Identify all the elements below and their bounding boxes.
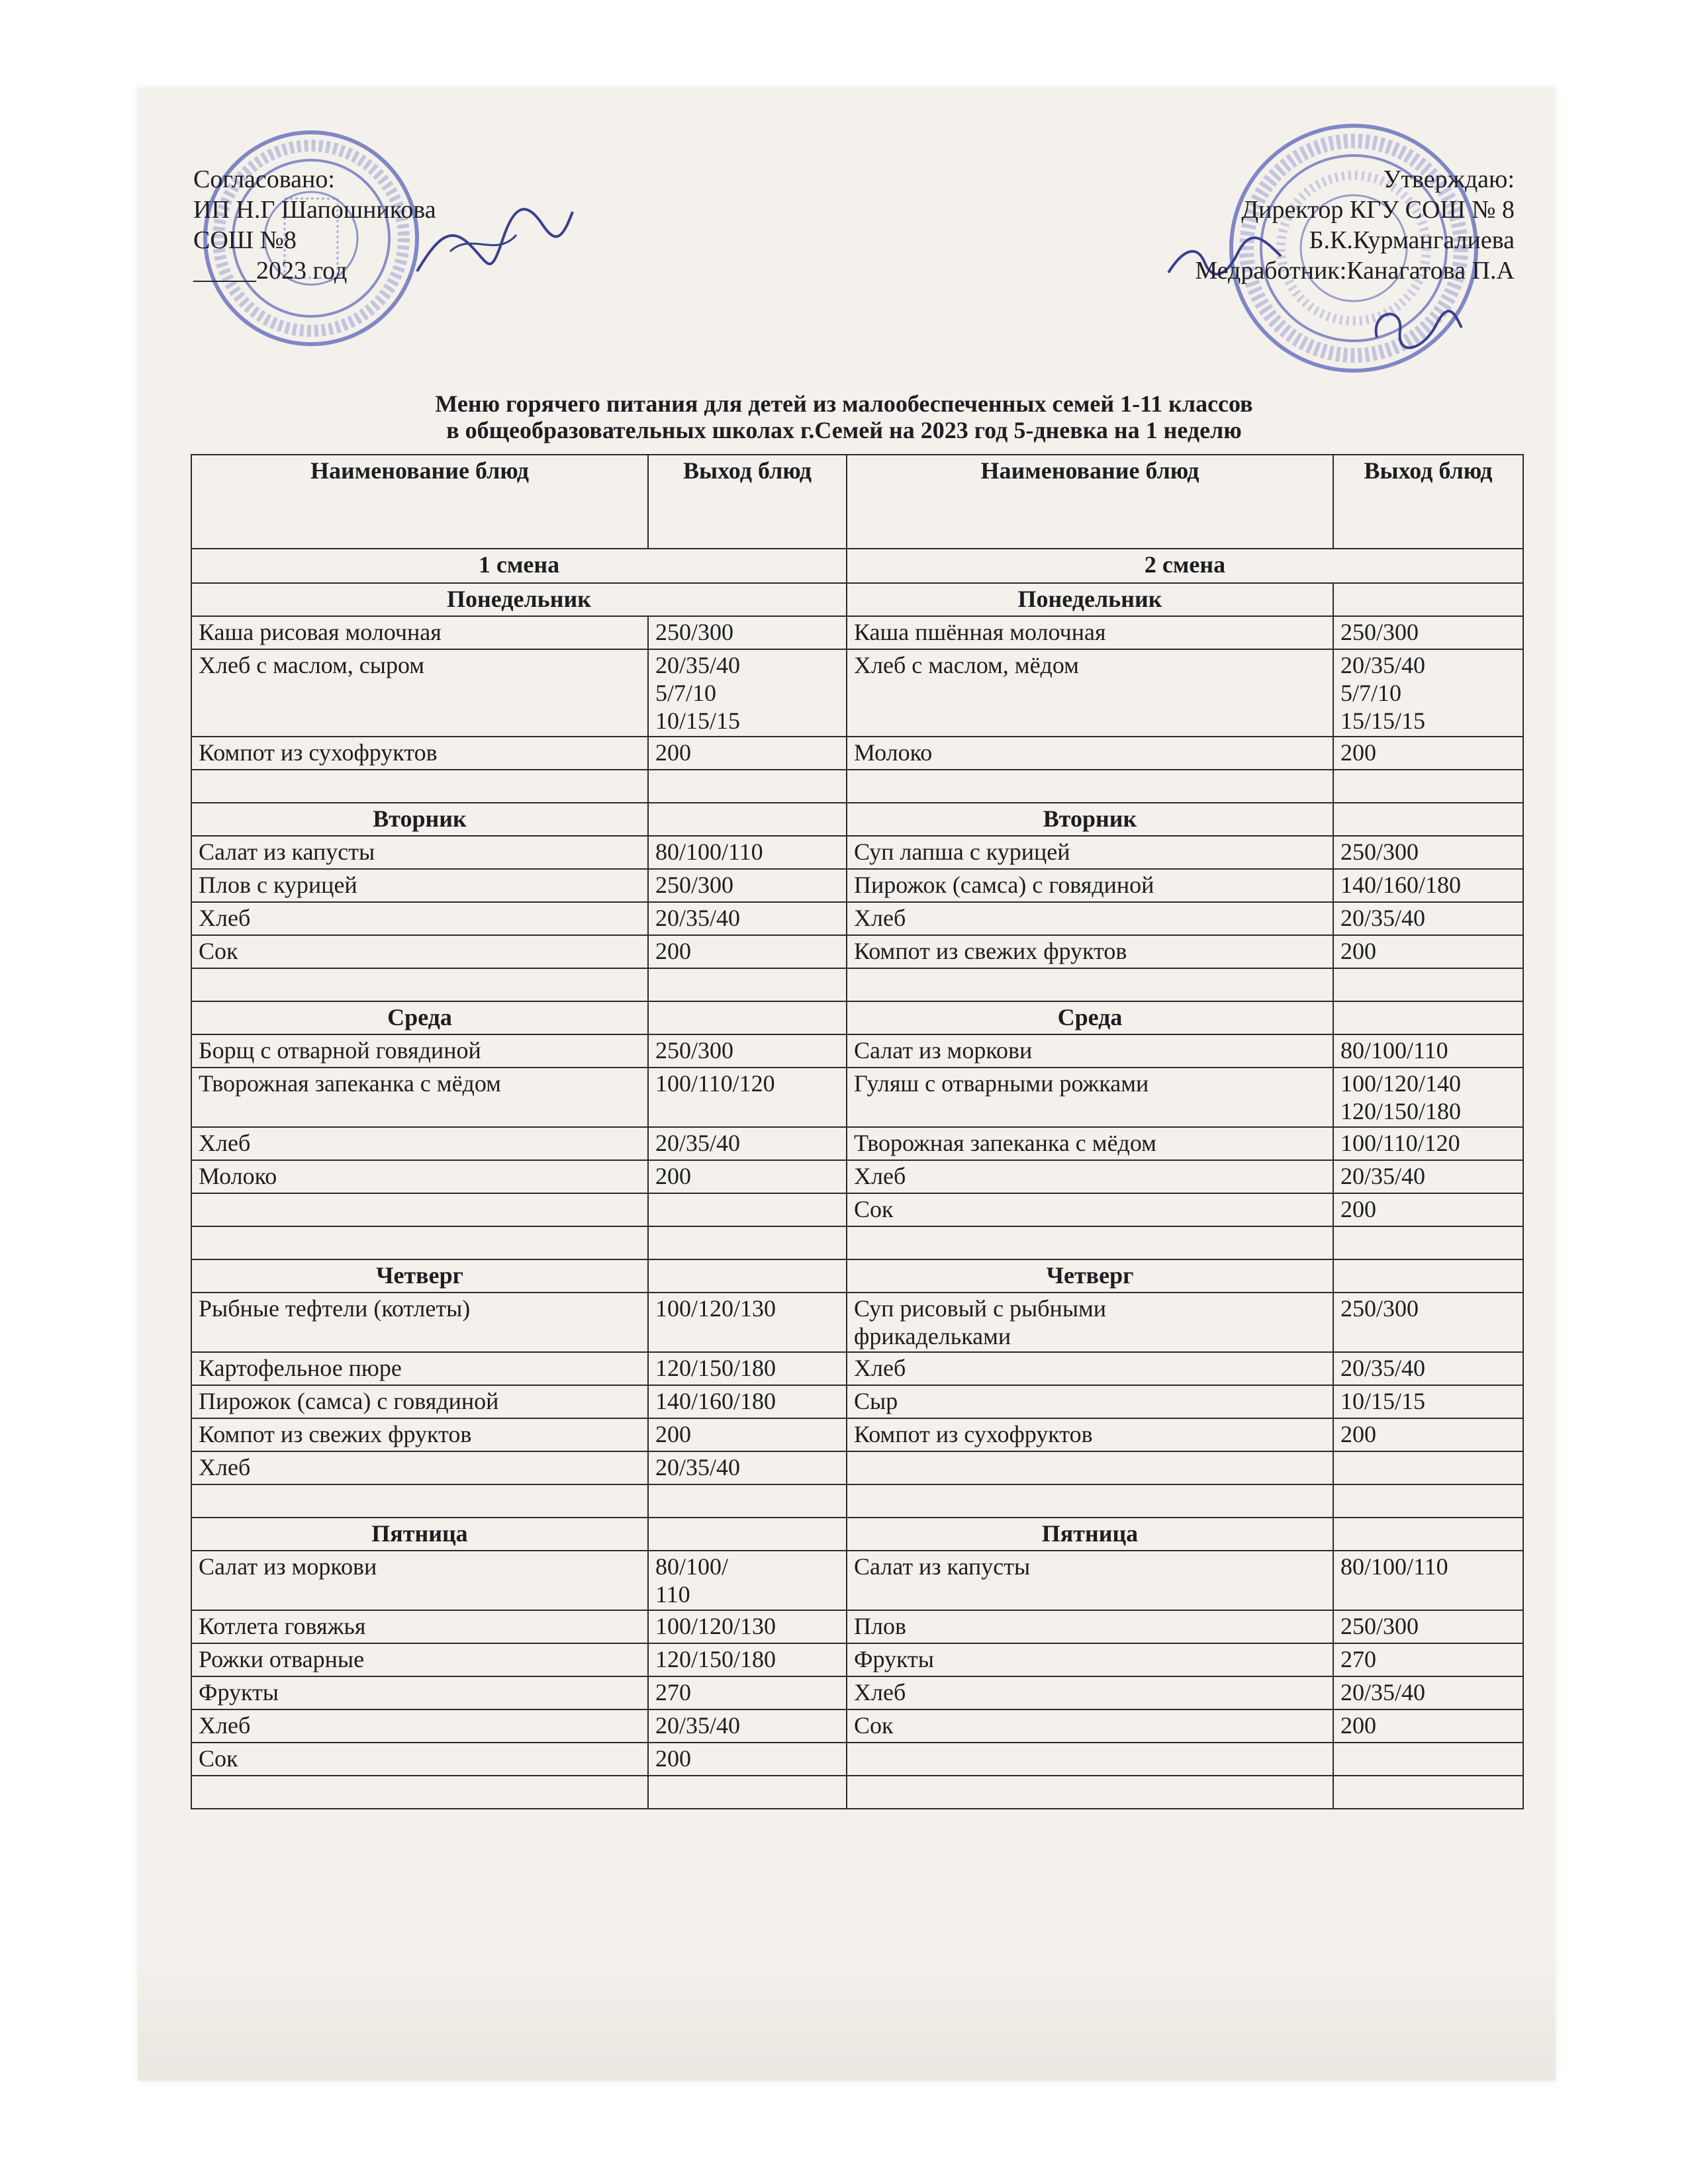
dish-name-shift-1: Борщ с отварной говядиной bbox=[191, 1034, 648, 1068]
dish-row bbox=[191, 1385, 1523, 1418]
day-row bbox=[191, 1001, 1523, 1034]
day-name-shift-1: Вторник bbox=[191, 803, 648, 836]
dish-name-shift-2: Салат из капусты bbox=[847, 1551, 1333, 1610]
approval-left-line4: _____2023 год bbox=[193, 257, 348, 285]
day-name-shift-1: Среда bbox=[191, 1001, 648, 1034]
approval-right-line1: Утверждаю: bbox=[1383, 165, 1515, 193]
dish-row bbox=[191, 1034, 1523, 1068]
dish-row bbox=[191, 902, 1523, 935]
portion-shift-1: 250/300 bbox=[648, 1034, 847, 1068]
empty-cell bbox=[191, 770, 648, 803]
empty-cell bbox=[847, 1226, 1333, 1259]
portion-shift-2: 250/300 bbox=[1333, 1610, 1523, 1643]
portion-shift-2: 250/300 bbox=[1333, 616, 1523, 649]
empty-cell bbox=[191, 1484, 648, 1518]
dish-row bbox=[191, 1551, 1523, 1610]
day-row bbox=[191, 1259, 1523, 1293]
approval-left-line2: ИП Н.Г Шапошникова bbox=[193, 196, 436, 224]
dish-name-shift-1: Котлета говяжья bbox=[191, 1610, 648, 1643]
portion-shift-1: 100/110/120 bbox=[648, 1068, 847, 1127]
dish-name-shift-1: Картофельное пюре bbox=[191, 1352, 648, 1385]
portion-shift-2: 200 bbox=[1333, 737, 1523, 770]
day-name-shift-1: Понедельник bbox=[191, 583, 847, 616]
dish-name-shift-1: Хлеб bbox=[191, 1451, 648, 1484]
shift-2-label: 2 смена bbox=[847, 549, 1523, 583]
portion-shift-2: 100/120/140 120/150/180 bbox=[1333, 1068, 1523, 1127]
dish-name-shift-1: Каша рисовая молочная bbox=[191, 616, 648, 649]
dish-name-shift-2: Пирожок (самса) с говядиной bbox=[847, 869, 1333, 902]
dish-name-shift-2: Каша пшённая молочная bbox=[847, 616, 1333, 649]
empty-cell bbox=[847, 968, 1333, 1001]
portion-shift-2: 20/35/40 bbox=[1333, 1160, 1523, 1193]
portion-shift-2: 20/35/40 bbox=[1333, 1352, 1523, 1385]
dish-name-shift-2: Молоко bbox=[847, 737, 1333, 770]
dish-name-shift-2: Хлеб bbox=[847, 1352, 1333, 1385]
dish-name-shift-2: Суп рисовый с рыбными фрикадельками bbox=[847, 1293, 1333, 1352]
portion-shift-2 bbox=[1333, 1743, 1523, 1776]
dish-name-shift-2: Сок bbox=[847, 1193, 1333, 1226]
dish-name-shift-2: Сок bbox=[847, 1709, 1333, 1743]
header-dish-name-2: Наименование блюд bbox=[847, 455, 1333, 549]
dish-row bbox=[191, 649, 1523, 737]
signature-medworker bbox=[1364, 298, 1463, 357]
empty-cell bbox=[1333, 770, 1523, 803]
day-name-shift-2: Среда bbox=[847, 1001, 1333, 1034]
shift-row bbox=[191, 549, 1523, 583]
dish-name-shift-1: Сок bbox=[191, 1743, 648, 1776]
dish-name-shift-1: Рыбные тефтели (котлеты) bbox=[191, 1293, 648, 1352]
portion-shift-2: 100/110/120 bbox=[1333, 1127, 1523, 1160]
dish-row bbox=[191, 1451, 1523, 1484]
dish-name-shift-1: Творожная запеканка с мёдом bbox=[191, 1068, 648, 1127]
dish-name-shift-2: Хлеб bbox=[847, 1160, 1333, 1193]
dish-name-shift-2: Гуляш с отварными рожками bbox=[847, 1068, 1333, 1127]
dish-name-shift-2 bbox=[847, 1451, 1333, 1484]
portion-shift-2: 140/160/180 bbox=[1333, 869, 1523, 902]
day-name-shift-2: Вторник bbox=[847, 803, 1333, 836]
dish-name-shift-1: Хлеб с маслом, сыром bbox=[191, 649, 648, 737]
dish-name-shift-1: Фрукты bbox=[191, 1676, 648, 1709]
blank-row bbox=[191, 968, 1523, 1001]
dish-name-shift-1 bbox=[191, 1193, 648, 1226]
day-name-shift-2: Четверг bbox=[847, 1259, 1333, 1293]
dish-name-shift-2: Компот из свежих фруктов bbox=[847, 935, 1333, 968]
dish-row bbox=[191, 1610, 1523, 1643]
menu-table bbox=[191, 454, 1524, 1809]
blank-row bbox=[191, 1776, 1523, 1809]
empty-cell bbox=[1333, 1776, 1523, 1809]
portion-shift-1: 200 bbox=[648, 935, 847, 968]
blank-row bbox=[191, 1226, 1523, 1259]
menu-title bbox=[0, 390, 1688, 443]
dish-row bbox=[191, 836, 1523, 869]
portion-shift-2 bbox=[1333, 1451, 1523, 1484]
dish-name-shift-2: Плов bbox=[847, 1610, 1333, 1643]
portion-shift-1: 250/300 bbox=[648, 869, 847, 902]
day-row bbox=[191, 583, 1523, 616]
dish-name-shift-1: Пирожок (самса) с говядиной bbox=[191, 1385, 648, 1418]
portion-shift-2: 200 bbox=[1333, 1709, 1523, 1743]
approval-left-line1: Согласовано: bbox=[193, 165, 335, 193]
dish-row bbox=[191, 1709, 1523, 1743]
shift-1-label: 1 смена bbox=[191, 549, 847, 583]
portion-shift-2: 270 bbox=[1333, 1643, 1523, 1676]
dish-name-shift-2: Фрукты bbox=[847, 1643, 1333, 1676]
dish-row bbox=[191, 1418, 1523, 1451]
header-dish-name-1: Наименование блюд bbox=[191, 455, 648, 549]
empty-cell bbox=[191, 968, 648, 1001]
dish-row bbox=[191, 737, 1523, 770]
dish-name-shift-1: Молоко bbox=[191, 1160, 648, 1193]
empty-cell bbox=[847, 1484, 1333, 1518]
dish-name-shift-2: Салат из моркови bbox=[847, 1034, 1333, 1068]
blank-row bbox=[191, 1484, 1523, 1518]
empty-cell bbox=[1333, 1518, 1523, 1551]
dish-name-shift-2 bbox=[847, 1743, 1333, 1776]
day-row bbox=[191, 1518, 1523, 1551]
portion-shift-1 bbox=[648, 1193, 847, 1226]
portion-shift-1: 20/35/40 bbox=[648, 1709, 847, 1743]
dish-name-shift-2: Суп лапша с курицей bbox=[847, 836, 1333, 869]
dish-name-shift-2: Сыр bbox=[847, 1385, 1333, 1418]
dish-name-shift-1: Хлеб bbox=[191, 902, 648, 935]
empty-cell bbox=[648, 1484, 847, 1518]
dish-row bbox=[191, 1293, 1523, 1352]
empty-cell bbox=[191, 1776, 648, 1809]
paper-bottom-shade bbox=[138, 1952, 1556, 2081]
portion-shift-2: 20/35/40 bbox=[1333, 1676, 1523, 1709]
portion-shift-2: 10/15/15 bbox=[1333, 1385, 1523, 1418]
empty-cell bbox=[1333, 1259, 1523, 1293]
dish-row bbox=[191, 935, 1523, 968]
empty-cell bbox=[1333, 1001, 1523, 1034]
dish-name-shift-1: Сок bbox=[191, 935, 648, 968]
empty-cell bbox=[648, 1776, 847, 1809]
portion-shift-2: 20/35/40 bbox=[1333, 902, 1523, 935]
dish-row bbox=[191, 869, 1523, 902]
portion-shift-1: 100/120/130 bbox=[648, 1293, 847, 1352]
day-name-shift-2: Пятница bbox=[847, 1518, 1333, 1551]
dish-name-shift-1: Компот из свежих фруктов bbox=[191, 1418, 648, 1451]
header-portion-1: Выход блюд bbox=[648, 455, 847, 549]
portion-shift-1: 270 bbox=[648, 1676, 847, 1709]
empty-cell bbox=[648, 770, 847, 803]
table-header-row bbox=[191, 455, 1523, 549]
dish-row bbox=[191, 1193, 1523, 1226]
portion-shift-1: 200 bbox=[648, 1418, 847, 1451]
empty-cell bbox=[648, 1518, 847, 1551]
dish-name-shift-1: Плов с курицей bbox=[191, 869, 648, 902]
dish-row bbox=[191, 1643, 1523, 1676]
portion-shift-1: 200 bbox=[648, 737, 847, 770]
dish-name-shift-2: Хлеб bbox=[847, 1676, 1333, 1709]
dish-row bbox=[191, 1068, 1523, 1127]
empty-cell bbox=[1333, 803, 1523, 836]
empty-cell bbox=[648, 1226, 847, 1259]
empty-cell bbox=[648, 1259, 847, 1293]
portion-shift-1: 140/160/180 bbox=[648, 1385, 847, 1418]
empty-cell bbox=[648, 1001, 847, 1034]
dish-row bbox=[191, 1743, 1523, 1776]
empty-cell bbox=[1333, 1484, 1523, 1518]
dish-name-shift-1: Хлеб bbox=[191, 1709, 648, 1743]
dish-row bbox=[191, 1352, 1523, 1385]
day-row bbox=[191, 803, 1523, 836]
day-name-shift-1: Четверг bbox=[191, 1259, 648, 1293]
empty-cell bbox=[648, 803, 847, 836]
portion-shift-1: 20/35/40 bbox=[648, 1127, 847, 1160]
dish-name-shift-2: Компот из сухофруктов bbox=[847, 1418, 1333, 1451]
portion-shift-1: 200 bbox=[648, 1743, 847, 1776]
portion-shift-2: 200 bbox=[1333, 1193, 1523, 1226]
dish-name-shift-2: Хлеб bbox=[847, 902, 1333, 935]
portion-shift-1: 120/150/180 bbox=[648, 1643, 847, 1676]
menu-title-line1: Меню горячего питания для детей из малообеспеченных семей 1-11 классов bbox=[435, 390, 1253, 417]
portion-shift-2: 80/100/110 bbox=[1333, 1551, 1523, 1610]
portion-shift-1: 200 bbox=[648, 1160, 847, 1193]
portion-shift-2: 200 bbox=[1333, 1418, 1523, 1451]
empty-cell bbox=[191, 1226, 648, 1259]
empty-cell bbox=[847, 1776, 1333, 1809]
portion-shift-1: 120/150/180 bbox=[648, 1352, 847, 1385]
day-name-shift-1: Пятница bbox=[191, 1518, 648, 1551]
dish-name-shift-1: Салат из моркови bbox=[191, 1551, 648, 1610]
approval-right bbox=[1195, 164, 1515, 286]
approval-right-line3: Б.К.Курмангалиева bbox=[1309, 226, 1515, 254]
dish-name-shift-1: Салат из капусты bbox=[191, 836, 648, 869]
dish-row bbox=[191, 1127, 1523, 1160]
portion-shift-2: 250/300 bbox=[1333, 1293, 1523, 1352]
portion-shift-2: 20/35/40 5/7/10 15/15/15 bbox=[1333, 649, 1523, 737]
portion-shift-2: 250/300 bbox=[1333, 836, 1523, 869]
dish-name-shift-2: Творожная запеканка с мёдом bbox=[847, 1127, 1333, 1160]
empty-cell bbox=[847, 770, 1333, 803]
header-portion-2: Выход блюд bbox=[1333, 455, 1523, 549]
portion-shift-2: 80/100/110 bbox=[1333, 1034, 1523, 1068]
portion-shift-1: 80/100/110 bbox=[648, 836, 847, 869]
approval-left-line3: СОШ №8 bbox=[193, 226, 297, 254]
portion-shift-1: 100/120/130 bbox=[648, 1610, 847, 1643]
dish-row bbox=[191, 1676, 1523, 1709]
approval-left bbox=[193, 164, 436, 286]
dish-name-shift-1: Хлеб bbox=[191, 1127, 648, 1160]
approval-right-line2: Директор КГУ СОШ № 8 bbox=[1241, 196, 1515, 224]
day-name-shift-2: Понедельник bbox=[847, 583, 1333, 616]
blank-row bbox=[191, 770, 1523, 803]
empty-cell bbox=[1333, 583, 1523, 616]
dish-name-shift-1: Рожки отварные bbox=[191, 1643, 648, 1676]
portion-shift-2: 200 bbox=[1333, 935, 1523, 968]
menu-title-line2: в общеобразовательных школах г.Семей на 2023 год 5-дневка на 1 неделю bbox=[446, 417, 1242, 443]
portion-shift-1: 20/35/40 bbox=[648, 902, 847, 935]
portion-shift-1: 250/300 bbox=[648, 616, 847, 649]
dish-row bbox=[191, 1160, 1523, 1193]
dish-row bbox=[191, 616, 1523, 649]
portion-shift-1: 20/35/40 5/7/10 10/15/15 bbox=[648, 649, 847, 737]
empty-cell bbox=[648, 968, 847, 1001]
dish-name-shift-1: Компот из сухофруктов bbox=[191, 737, 648, 770]
approval-right-line4: Медработник:Канагатова П.А bbox=[1195, 257, 1515, 285]
dish-name-shift-2: Хлеб с маслом, мёдом bbox=[847, 649, 1333, 737]
empty-cell bbox=[1333, 1226, 1523, 1259]
empty-cell bbox=[1333, 968, 1523, 1001]
portion-shift-1: 80/100/ 110 bbox=[648, 1551, 847, 1610]
portion-shift-1: 20/35/40 bbox=[648, 1451, 847, 1484]
